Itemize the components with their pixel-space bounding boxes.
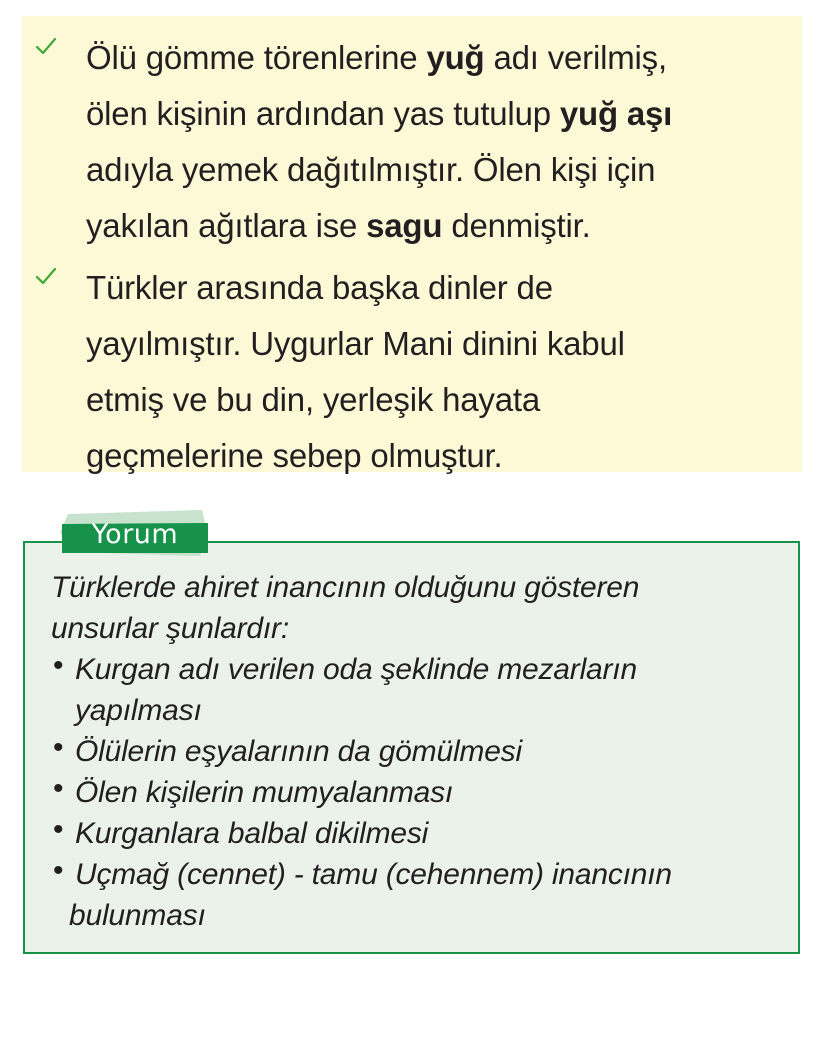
yorum-item-continuation: bulunması [69, 899, 206, 932]
info-text-line [86, 86, 796, 142]
text-run: Türkler arasında başka dinler de [86, 269, 553, 306]
yorum-tag-label: Yorum [91, 519, 179, 550]
text-run: geçmelerine sebep olmuştur. [86, 437, 503, 474]
text-run: denmiştir. [442, 207, 591, 244]
bullet-dot: • [53, 649, 64, 682]
yorum-list [51, 649, 796, 936]
check-icon [34, 264, 58, 288]
text-run: yayılmıştır. Uygurlar Mani dinini kabul [86, 325, 625, 362]
text-run: yakılan ağıtlara ise [86, 207, 367, 244]
yorum-list-item [51, 854, 796, 936]
info-bullet-2-text [86, 260, 796, 484]
bold-term: yuğ [426, 39, 485, 76]
info-text-line [86, 372, 796, 428]
info-bullet-1-text [86, 30, 796, 254]
yorum-item-continuation: yapılması [75, 694, 202, 727]
bold-term: yuğ aşı [559, 95, 673, 132]
yorum-list-item [51, 731, 796, 772]
info-text-line [86, 316, 796, 372]
yorum-item-text: Ölen kişilerin mumyalanması [75, 776, 454, 809]
text-run: etmiş ve bu din, yerleşik hayata [86, 381, 540, 418]
bold-term: sagu [366, 207, 443, 244]
yorum-item-text: Kurgan adı verilen oda şeklinde mezarların [75, 653, 637, 686]
info-text-line [86, 198, 796, 254]
yorum-item-text: Kurganlara balbal dikilmesi [75, 817, 429, 850]
text-run: Ölü gömme törenlerine [86, 39, 427, 76]
info-text-line [86, 142, 796, 198]
bullet-dot: • [53, 731, 64, 764]
yorum-box [23, 541, 800, 954]
text-run: adıyla yemek dağıtılmıştır. Ölen kişi için [86, 151, 656, 188]
bullet-dot: • [53, 813, 64, 846]
bullet-dot: • [53, 772, 64, 805]
yorum-list-item [51, 813, 796, 854]
yorum-item-text: Uçmağ (cennet) - tamu (cehennem) inancının [75, 858, 672, 891]
info-text-line [86, 428, 796, 484]
yorum-list-item [51, 649, 796, 731]
check-icon [34, 34, 58, 58]
yorum-intro-line-1: Türklerde ahiret inancının olduğunu gösteren [51, 571, 640, 604]
text-run: adı verilmiş, [484, 39, 667, 76]
yorum-list-item [51, 772, 796, 813]
yorum-intro-line-2: unsurlar şunlardır: [51, 612, 289, 645]
info-text-line [86, 30, 796, 86]
info-panel [22, 16, 802, 472]
yorum-body [51, 567, 796, 936]
text-run: ölen kişinin ardından yas tutulup [86, 95, 560, 132]
info-text-line [86, 260, 796, 316]
yorum-item-text: Ölülerin eşyalarının da gömülmesi [75, 735, 522, 768]
yorum-tag [60, 510, 210, 558]
bullet-dot: • [53, 854, 64, 887]
